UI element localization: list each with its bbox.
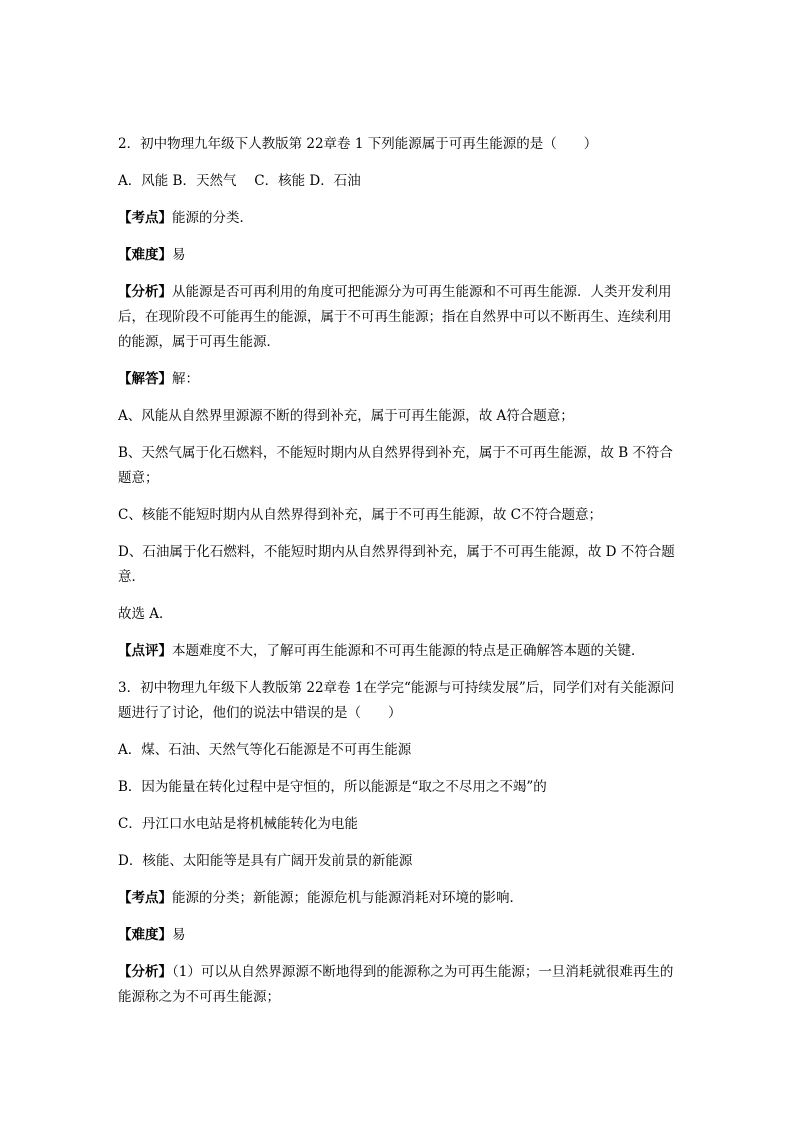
question-2-options: A．风能 B．天然气 C．核能 D．石油 <box>118 173 361 189</box>
question-3-fenxi <box>118 960 678 1010</box>
fenxi-tag: 【分析】 <box>118 284 172 300</box>
kaodian-tag: 【考点】 <box>118 210 172 226</box>
question-3-option-a: A．煤、石油、天然气等化石能源是不可再生能源 <box>118 742 412 758</box>
nandu-text: 易 <box>172 927 186 943</box>
kaodian-text: 能源的分类；新能源；能源危机与能源消耗对环境的影响． <box>172 890 523 906</box>
kaodian-text: 能源的分类． <box>172 210 253 226</box>
question-2-analysis-a: A、风能从自然界里源源不断的得到补充，属于可再生能源，故 A符合题意； <box>118 408 574 424</box>
question-2-nandu <box>118 243 678 268</box>
nandu-tag: 【难度】 <box>118 247 172 263</box>
nandu-text: 易 <box>172 247 186 263</box>
fenxi-text: 从能源是否可再利用的角度可把能源分为可再生能源和不可再生能源．人类开发利用后，在现阶段不可能再生的能源，属于不可再生能源；指在自然界中可以不断再生、连续利用的能源，属于可再生能源． <box>118 284 672 350</box>
nandu-tag: 【难度】 <box>118 927 172 943</box>
question-2-analysis-b: B、天然气属于化石燃料，不能短时期内从自然界得到补充，属于不可再生能源，故 B 不符合题意； <box>118 445 673 486</box>
question-2-jieda <box>118 367 678 392</box>
question-2-answer: 故选 A． <box>118 606 173 622</box>
question-3-option-d: D．核能、太阳能等是具有广阔开发前景的新能源 <box>118 853 413 869</box>
dianping-text: 本题难度不大，了解可再生能源和不可再生能源的特点是正确解答本题的关键． <box>172 643 645 659</box>
question-2-stem: 2．初中物理九年级下人教版第 22章卷 1 下列能源属于可再生能源的是（ ） <box>118 136 598 152</box>
question-2-fenxi <box>118 280 678 355</box>
dianping-tag: 【点评】 <box>118 643 172 659</box>
jieda-tag: 【解答】 <box>118 371 172 387</box>
fenxi-text: （1）可以从自然界源源不断地得到的能源称之为可再生能源；一旦消耗就很难再生的能源称之为不可再生能源； <box>118 964 674 1005</box>
question-2-kaodian <box>118 206 678 231</box>
question-3-option-b: B．因为能量在转化过程中是守恒的，所以能源是“取之不尽用之不竭”的 <box>118 779 547 795</box>
question-3-kaodian <box>118 886 678 911</box>
question-3-nandu <box>118 923 678 948</box>
question-2-analysis-d: D、石油属于化石燃料，不能短时期内从自然界得到补充，属于不可再生能源，故 D 不符合题意． <box>118 544 675 585</box>
jieda-text: 解： <box>172 371 199 387</box>
question-3-stem: 3．初中物理九年级下人教版第 22章卷 1在学完“能源与可持续发展”后，同学们对有关能源问题进行了讨论，他们的说法中错误的是（ ） <box>118 680 675 721</box>
question-2-dianping <box>118 639 678 664</box>
document-page <box>118 132 678 1010</box>
kaodian-tag: 【考点】 <box>118 890 172 906</box>
question-3-option-c: C．丹江口水电站是将机械能转化为电能 <box>118 816 358 832</box>
question-2-analysis-c: C、核能不能短时期内从自然界得到补充，属于不可再生能源，故 C不符合题意； <box>118 507 602 523</box>
fenxi-tag: 【分析】 <box>118 964 172 980</box>
